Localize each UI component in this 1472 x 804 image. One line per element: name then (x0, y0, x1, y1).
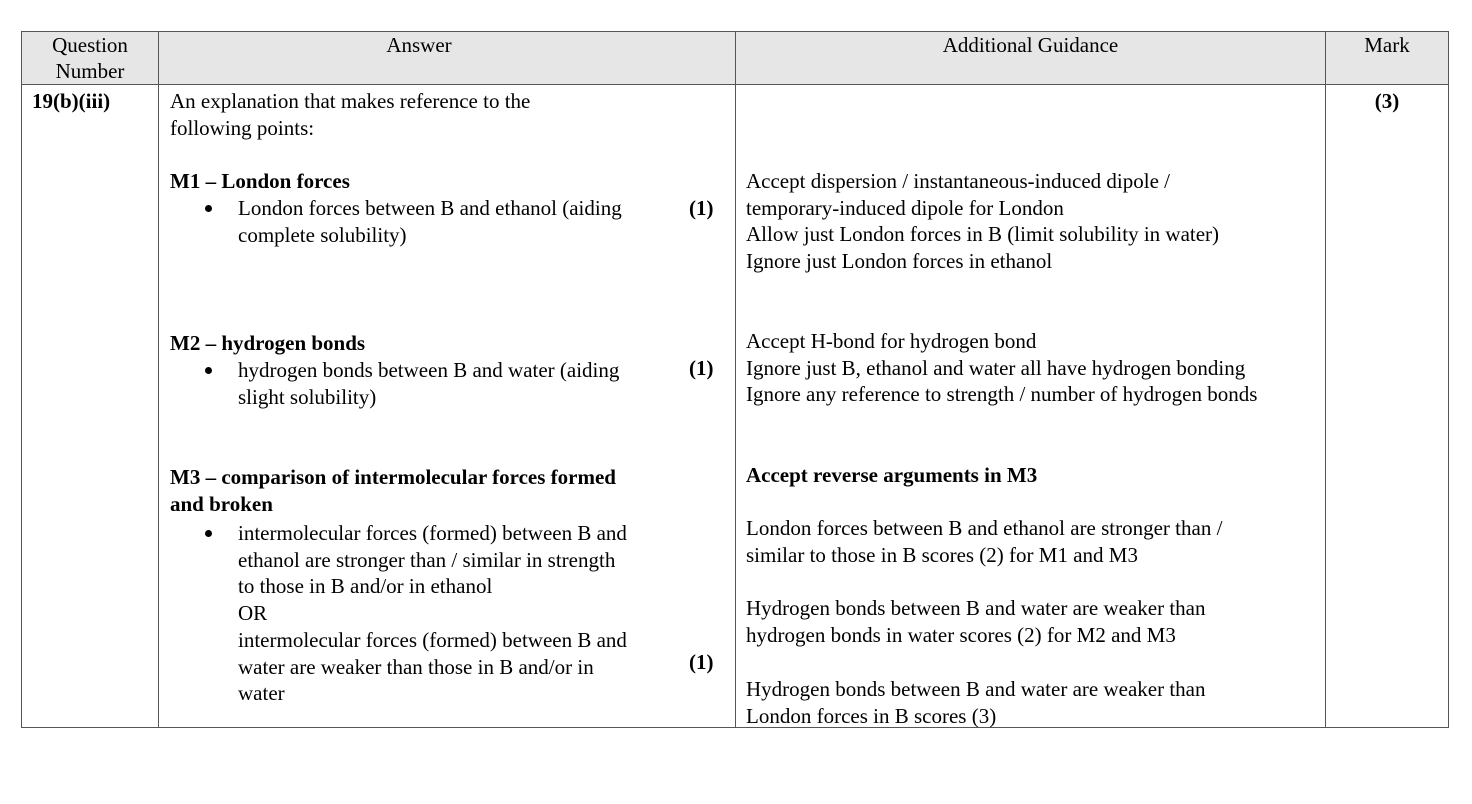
question-number: 19(b)(iii) (32, 89, 111, 113)
border (21, 31, 22, 728)
header-answer: Answer (386, 33, 452, 57)
border (735, 31, 736, 728)
text-line: Ignore just B, ethanol and water all have hydrogen bonding (746, 355, 1246, 380)
text-line: OR (238, 601, 268, 626)
guidance-m3-a (746, 515, 1222, 568)
header-guidance: Additional Guidance (942, 33, 1119, 57)
text-line: ethanol are stronger than / similar in strength (238, 547, 616, 572)
guidance-m2 (746, 328, 1257, 408)
border (1325, 31, 1326, 728)
m2-point (238, 357, 619, 410)
bullet-icon (205, 367, 212, 374)
m1-mark: (1) (689, 196, 714, 220)
text-line: Allow just London forces in B (limit solubility in water) (746, 222, 1220, 247)
m3-heading (170, 464, 616, 517)
text-line: temporary-induced dipole for London (746, 195, 1064, 220)
text-line: London forces between B and ethanol (aiding (238, 196, 622, 220)
text-line: intermolecular forces (formed) between B and (238, 627, 627, 652)
text-line: slight solubility) (238, 384, 377, 409)
text-line: Ignore just London forces in ethanol (746, 249, 1053, 274)
text-line: hydrogen bonds in water scores (2) for M2 and M3 (746, 622, 1176, 647)
guidance-m3-b (746, 595, 1206, 648)
text-line: London forces between B and ethanol are stronger than / (746, 516, 1223, 540)
text-line: M3 – comparison of intermolecular forces formed (170, 465, 616, 489)
text-line: complete solubility) (238, 222, 407, 247)
m2-mark: (1) (689, 356, 714, 380)
text-line: London forces in B scores (3) (746, 703, 997, 728)
m3-point (238, 520, 627, 707)
answer-intro (170, 88, 530, 141)
text-line: water (238, 681, 285, 706)
text-line: Ignore any reference to strength / number of hydrogen bonds (746, 382, 1258, 407)
text-line: hydrogen bonds between B and water (aiding (238, 358, 620, 382)
border (1448, 31, 1449, 728)
text-line: Hydrogen bonds between B and water are weaker than (746, 677, 1206, 701)
text-line: An explanation that makes reference to the (170, 89, 531, 113)
guidance-m3-heading: Accept reverse arguments in M3 (746, 463, 1038, 487)
bullet-icon (205, 530, 212, 537)
guidance-m3-c (746, 676, 1206, 729)
text-line: Hydrogen bonds between B and water are weaker than (746, 596, 1206, 620)
bullet-icon (205, 205, 212, 212)
text-line: Accept dispersion / instantaneous-induced dipole / (746, 169, 1170, 193)
text-line: intermolecular forces (formed) between B and (238, 521, 627, 545)
header-question: Question Number (52, 33, 128, 83)
m1-point (238, 195, 622, 248)
m1-heading: M1 – London forces (170, 169, 350, 193)
text-line: Accept H-bond for hydrogen bond (746, 329, 1037, 353)
text-line: similar to those in B scores (2) for M1 and M3 (746, 542, 1138, 567)
text-line: water are weaker than those in B and/or in (238, 654, 594, 679)
text-line: following points: (170, 115, 315, 140)
text-line: to those in B and/or in ethanol (238, 574, 493, 599)
border (158, 31, 159, 728)
guidance-m1 (746, 168, 1219, 275)
text-line: and broken (170, 491, 273, 516)
m3-mark: (1) (689, 650, 714, 674)
m2-heading: M2 – hydrogen bonds (170, 331, 366, 355)
header-mark: Mark (1364, 33, 1410, 57)
total-mark: (3) (1374, 89, 1400, 113)
